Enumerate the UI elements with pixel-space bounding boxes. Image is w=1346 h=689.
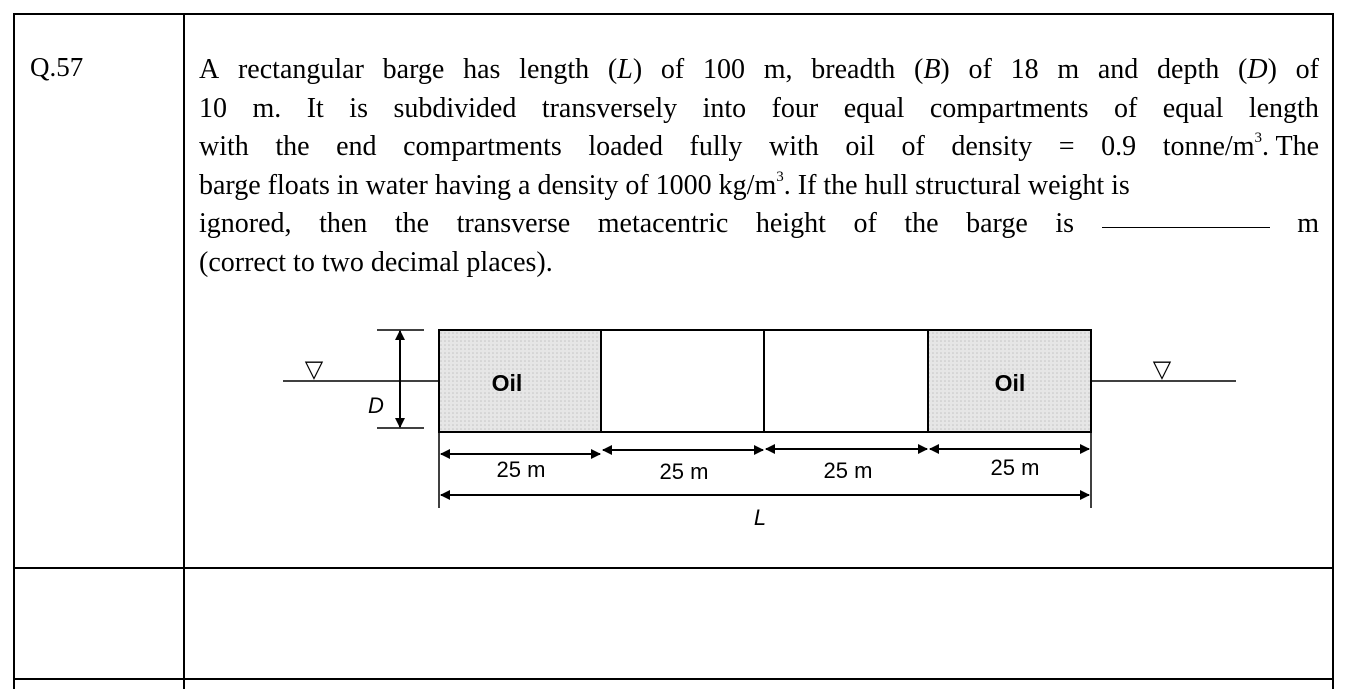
question-word: transversely	[541, 92, 678, 124]
question-word: fully	[689, 131, 743, 162]
compartment-4-label: Oil	[994, 370, 1026, 396]
question-word: (D)	[1238, 54, 1277, 85]
question-word: 18	[1010, 54, 1039, 85]
question-word: of	[1295, 54, 1319, 85]
question-word: with	[199, 131, 249, 162]
compartment-1-label: Oil	[491, 370, 523, 396]
segment-2-label: 25 m	[659, 459, 709, 484]
question-word: the	[275, 131, 310, 162]
question-word: of	[968, 54, 992, 85]
question-word: (L)	[607, 54, 643, 85]
question-word: barge	[966, 208, 1028, 239]
question-word: of	[660, 54, 685, 85]
question-word: into	[702, 92, 747, 124]
question-word: m,	[763, 54, 793, 85]
question-word: m.	[252, 92, 282, 124]
question-word: loaded	[588, 131, 663, 162]
question-word: 0.9	[1101, 131, 1137, 162]
question-word: of	[901, 131, 925, 162]
question-word: height	[755, 208, 826, 239]
question-word: with	[768, 131, 819, 162]
question-word: (B)	[913, 54, 950, 85]
question-word: equal	[843, 92, 905, 124]
question-word: is	[1055, 208, 1075, 239]
question-word: has	[463, 54, 501, 85]
depth-label: D	[368, 393, 384, 418]
question-word: then	[319, 208, 368, 239]
question-line-4-text: barge floats in water having a density of 1000 $kg/m^3$. If the hull structural weight is	[199, 168, 1130, 201]
question-word: length	[1248, 92, 1319, 124]
question-word: It	[306, 92, 324, 124]
density-unit: tonne/$m^3$. The	[1162, 130, 1319, 162]
question-word: depth	[1157, 54, 1220, 85]
question-word: rectangular	[237, 54, 364, 85]
question-word: end	[336, 131, 377, 162]
question-word: barge	[382, 54, 445, 85]
question-word: of	[853, 208, 877, 239]
segment-1-label: 25 m	[496, 457, 546, 482]
question-word: and	[1097, 54, 1139, 85]
question-word: oil	[845, 131, 875, 162]
question-word: equal	[1162, 92, 1224, 124]
question-word: ignored,	[199, 208, 292, 239]
question-word: density	[951, 131, 1033, 162]
question-word: breadth	[811, 54, 896, 85]
segment-4-label: 25 m	[990, 455, 1040, 480]
question-word: A	[199, 54, 220, 85]
question-word: =	[1058, 131, 1075, 162]
segment-3-label: 25 m	[823, 458, 873, 483]
length-label: L	[753, 505, 767, 530]
question-word: is	[349, 92, 368, 124]
answer-unit: m	[1297, 208, 1319, 239]
question-word: 100	[702, 54, 745, 85]
question-word: length	[519, 54, 590, 85]
question-word: compartments	[403, 131, 562, 162]
compartment-3	[764, 330, 928, 432]
question-word: metacentric	[597, 208, 729, 239]
question-word: transverse	[456, 208, 571, 239]
question-word: m	[1057, 54, 1080, 85]
question-word: the	[904, 208, 939, 239]
question-word: the	[394, 208, 430, 239]
water-level-symbol-right: ▽	[1152, 356, 1172, 383]
question-word: 10	[199, 92, 227, 124]
question-line-6: (correct to two decimal places).	[199, 246, 553, 278]
question-word: four	[771, 92, 819, 124]
water-level-symbol-left: ▽	[304, 356, 324, 383]
question-number: Q.57	[30, 52, 84, 82]
compartment-2	[601, 330, 764, 432]
question-word: of	[1113, 92, 1138, 124]
question-word: compartments	[929, 92, 1089, 124]
question-word: subdivided	[393, 92, 517, 124]
